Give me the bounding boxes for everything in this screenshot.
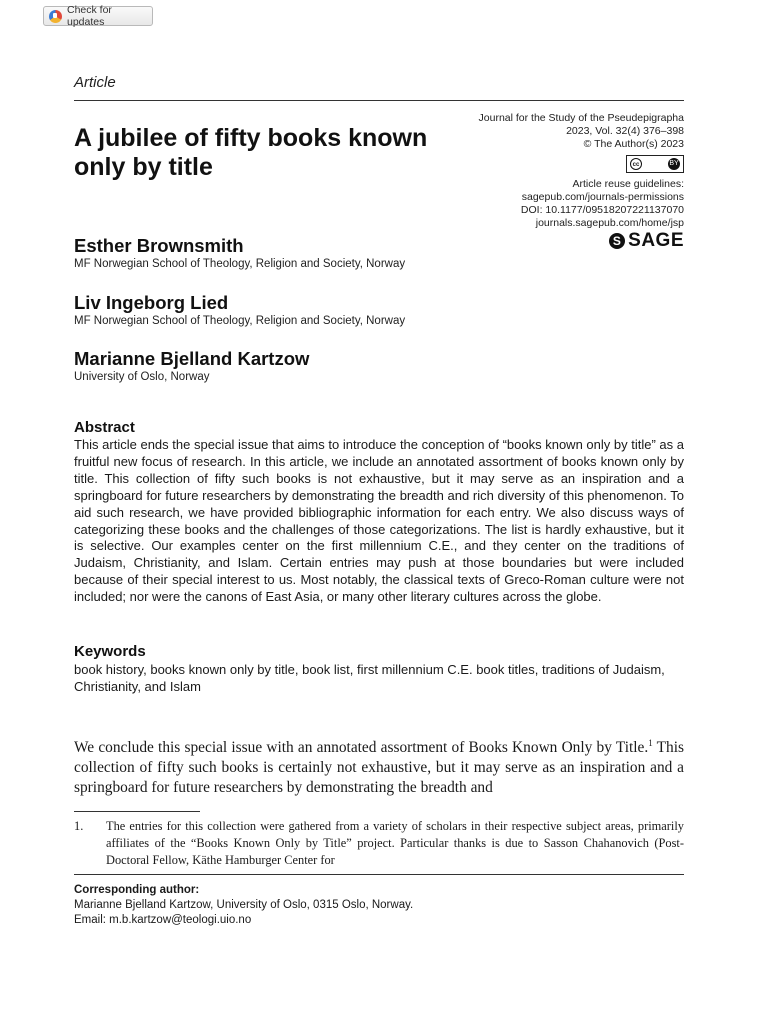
footnote-number: 1. bbox=[74, 819, 84, 833]
header-divider bbox=[74, 100, 684, 101]
crossmark-icon bbox=[49, 10, 62, 23]
check-for-updates-label: Check for updates bbox=[67, 4, 112, 28]
journal-info-block bbox=[434, 112, 684, 230]
reuse-guidelines-label: Article reuse guidelines: bbox=[572, 178, 684, 190]
sage-logo bbox=[609, 230, 684, 252]
keywords-heading: Keywords bbox=[74, 643, 146, 660]
sage-logo-text: SAGE bbox=[628, 230, 684, 251]
correspondence-heading: Corresponding author: bbox=[74, 884, 200, 896]
check-for-updates-button[interactable] bbox=[43, 6, 153, 26]
sage-logo-icon: S bbox=[609, 233, 625, 249]
author-name: Marianne Bjelland Kartzow bbox=[74, 348, 310, 369]
author-block bbox=[74, 292, 405, 328]
correspondence-email[interactable]: Email: m.b.kartzow@teologi.uio.no bbox=[74, 914, 252, 926]
footnote-reference[interactable]: 1 bbox=[648, 738, 653, 748]
author-block bbox=[74, 348, 309, 384]
author-affiliation: University of Oslo, Norway bbox=[74, 371, 210, 383]
correspondence-block bbox=[74, 883, 413, 928]
correspondence-divider bbox=[74, 874, 684, 875]
doi-link[interactable]: DOI: 10.1177/09518207221137070 bbox=[520, 204, 684, 216]
author-name: Esther Brownsmith bbox=[74, 235, 244, 256]
keywords-text: book history, books known only by title, book list, first millennium C.E. book titles, traditions of Judaism, Christianity, and Islam bbox=[74, 662, 665, 694]
journal-homepage-link[interactable]: journals.sagepub.com/home/jsp bbox=[535, 217, 684, 229]
creative-commons-icon: cc bbox=[630, 158, 642, 170]
attribution-icon: BY bbox=[668, 158, 680, 170]
author-affiliation: MF Norwegian School of Theology, Religion and Society, Norway bbox=[74, 315, 406, 327]
correspondence-address: Marianne Bjelland Kartzow, University of Oslo, 0315 Oslo, Norway. bbox=[74, 899, 414, 911]
author-affiliation: MF Norwegian School of Theology, Religion and Society, Norway bbox=[74, 258, 406, 270]
journal-name: Journal for the Study of the Pseudepigrapha bbox=[478, 112, 684, 124]
footnote bbox=[74, 818, 684, 869]
author-block bbox=[74, 235, 405, 271]
article-title: A jubilee of fifty books known only by title bbox=[74, 124, 428, 181]
reuse-guidelines-link[interactable]: sagepub.com/journals-permissions bbox=[521, 191, 684, 203]
footnote-text: The entries for this collection were gathered from a variety of scholars in their respective subject areas, primarily affiliates of the “Books Known Only by Title” project. Particular thanks is due to Sasson Chahanovich (Post-Doctoral Fellow, Käthe Hamburger Center for bbox=[106, 819, 684, 867]
author-name: Liv Ingeborg Lied bbox=[74, 292, 229, 313]
footnote-divider bbox=[74, 811, 200, 812]
abstract-text: This article ends the special issue that aims to introduce the conception of “books known only by title” as a fruitful new focus of research. In this article, we include an annotated assortment of books known only by title. This collection of fifty such books is not exhaustive, but it may serve as an inspiration and a springboard for future researchers by demonstrating the breadth and rich diversity of this phenomenon. To aid such research, we have provided bibliographic information for each entry. We also discuss ways of categorizing these books and the challenges of those categorizations. The list is hardly exhaustive, but it is selective. Our examples center on the first millennium C.E., and they center on the traditions of Judaism, Christianity, and Islam. Certain entries may push at those boundaries but were included because of their special interest to us. Most notably, the classical texts of Greco-Roman culture were not included; nor were the canons of East Asia, or many other literary cultures across the globe. bbox=[74, 437, 684, 605]
journal-copyright: © The Author(s) 2023 bbox=[583, 138, 684, 150]
body-paragraph bbox=[74, 733, 684, 798]
journal-volume: 2023, Vol. 32(4) 376–398 bbox=[566, 125, 684, 137]
abstract-heading: Abstract bbox=[74, 419, 135, 436]
body-text-start: We conclude this special issue with an annotated assortment of Books Known Only by Title. bbox=[74, 739, 649, 757]
cc-license-badge[interactable] bbox=[434, 151, 684, 178]
article-type-label: Article bbox=[74, 74, 116, 91]
body-text-continued: This collection of fifty such books is certainly not exhaustive, but it may serve as an inspiration and a springboard for future researchers by demonstrating the breadth and bbox=[74, 739, 684, 797]
